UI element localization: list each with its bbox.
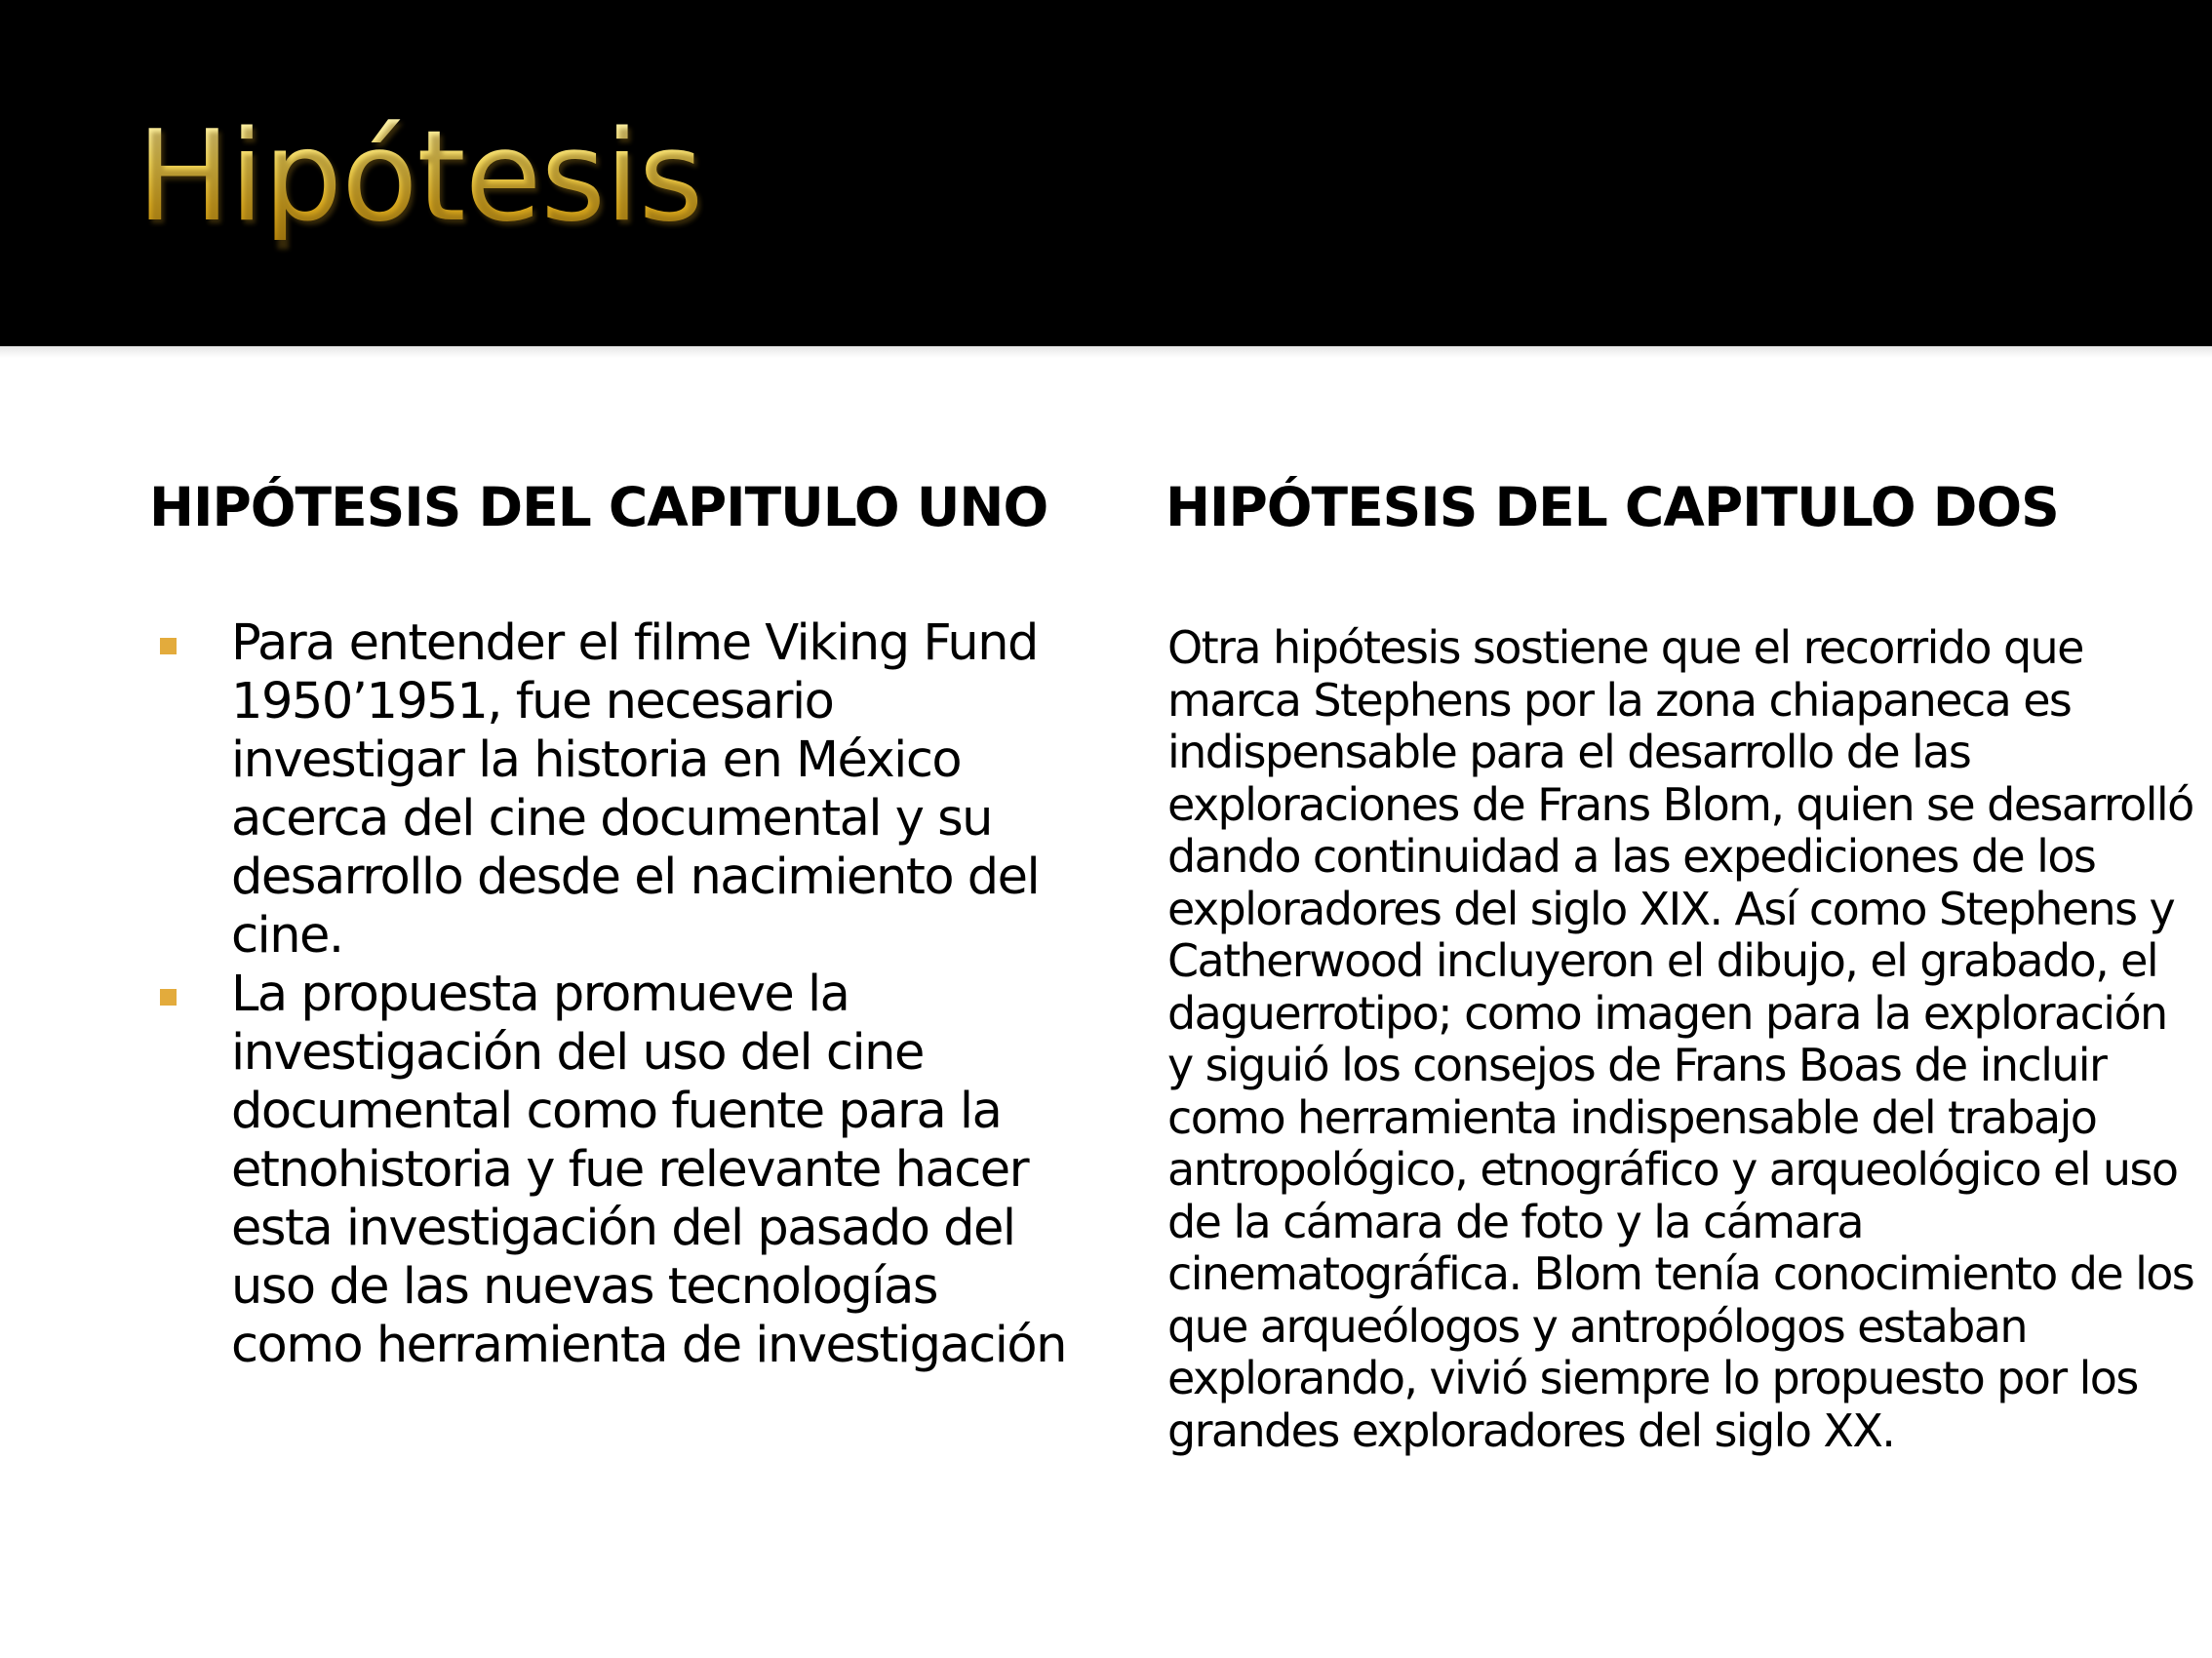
heading-chapter-one: HIPÓTESIS DEL CAPITULO UNO	[149, 476, 1048, 538]
bullet-text: La propuesta promueve la investigación del uso del cine documental como fuente para la etnohistoria y fue relevante hacer esta investigación del pasado del uso de las nuevas tecnologías como herramienta de investigación	[231, 966, 1066, 1374]
chapter-two-paragraph: Otra hipótesis sostiene que el recorrido que marca Stephens por la zona chiapaneca es indispensable para el desarrollo de las exploraciones de Frans Blom, quien se desarrolló dando continuidad a las expediciones de los exploradores del siglo XIX. Así como Stephens y Catherwood incluyeron el dibujo, el grabado, el daguerrotipo; como imagen para la exploración y siguió los consejos de Frans Boas de incluir como herramienta indispensable del trabajo antropológico, etnográfico y arqueológico el uso de la cámara de foto y la cámara cinematográfica. Blom tenía conocimiento de los que arqueólogos y antropólogos estaban explorando, vivió siempre lo propuesto por los grandes exploradores del siglo XX.	[1167, 621, 2194, 1457]
square-bullet-icon	[160, 638, 177, 654]
heading-chapter-two: HIPÓTESIS DEL CAPITULO DOS	[1165, 476, 2059, 538]
bullet-item	[156, 966, 1073, 1375]
bullet-item	[156, 614, 1073, 966]
title-divider	[0, 346, 2212, 358]
square-bullet-icon	[160, 989, 177, 1006]
slide-title: Hipótesis	[137, 104, 703, 250]
chapter-one-bullet-list	[156, 614, 1073, 1375]
bullet-text: Para entender el filme Viking Fund 1950’1951, fue necesario investigar la historia en México acerca del cine documental y su desarrollo desde el nacimiento del cine.	[231, 614, 1040, 965]
